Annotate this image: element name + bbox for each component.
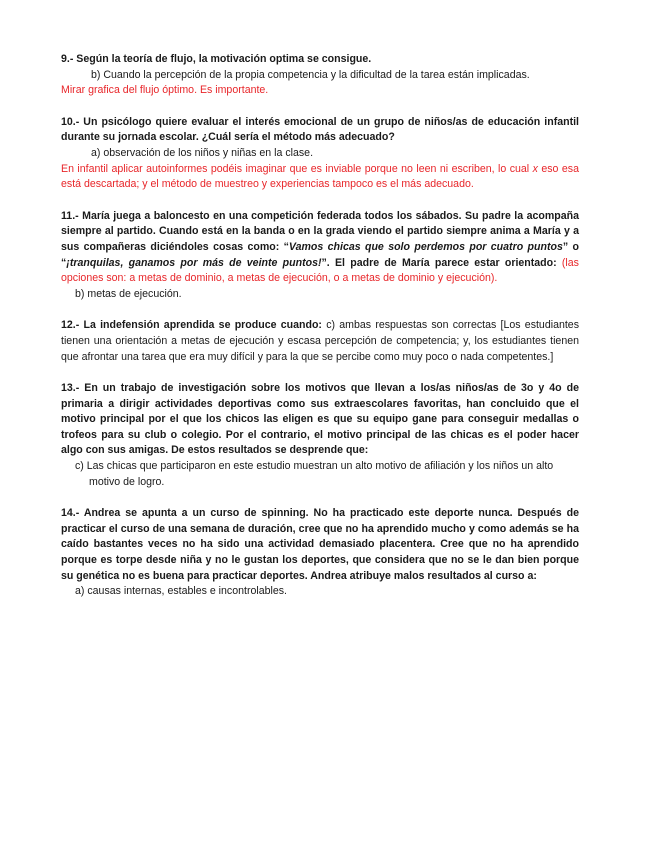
question-9-text: 9.- Según la teoría de flujo, la motivación optima se consigue. <box>61 53 372 65</box>
document-page <box>61 52 579 616</box>
question-14 <box>61 506 579 600</box>
question-10-text: 10.- Un psicólogo quiere evaluar el interés emocional de un grupo de niños/as de educación infantil durante su jornada escolar. ¿Cuál sería el método más adecuado? <box>61 115 579 144</box>
question-11-part1: 11.- María juega a baloncesto en una competición federada todos los sábados. Su padre la acompaña siempre al partido. Cuando está en la banda o en la grada viendo el partido siempre anima a María y a sus compañeras diciéndoles cosas como: “ <box>61 209 579 253</box>
question-9-note: Mirar grafica del flujo óptimo. Es importante. <box>61 84 269 97</box>
question-10-answer: a) observación de los niños y niñas en la clase. <box>91 146 314 159</box>
question-11-part2: ” o “ <box>61 240 579 269</box>
question-11-part3: ”. El padre de María parece estar orientado: <box>321 256 562 269</box>
question-11-options-note: (las opciones son: a metas de dominio, a metas de ejecución, o a metas de dominio y ejecución). <box>61 256 579 285</box>
question-12-text <box>61 318 579 365</box>
question-13-text: 13.- En un trabajo de investigación sobre los motivos que llevan a los/as niños/as de 3o y 4o de primaria a dirigir actividades deportivas como sus extraescolares favoritas, han concluido que el motivo principal por el que los chicos las eligen es que su equipo gane para conseguir medallas o trofeos para su club o colegio. Por el contrario, el motivo principal de las chicas es el poder hacer algo con sus amigas. De estos resultados se desprende que: <box>61 382 579 457</box>
question-14-text: 14.- Andrea se apunta a un curso de spinning. No ha practicado este deporte nunca. Después de practicar el curso de una semana de duración, cree que no ha aprendido mucho y como además se ha caído bastantes veces no ha sido una actividad demasiado placentera. Cree que no ha aprendido porque es torpe desde niña y no le gustan los deportes, que considera que no se le dan bien porque su genética no es buena para practicar deportes. Andrea atribuye malos resultados al curso a: <box>61 507 579 582</box>
question-11 <box>61 209 579 303</box>
question-9-answer: b) Cuando la percepción de la propia competencia y la dificultad de la tarea están implicadas. <box>91 68 530 81</box>
question-11-text <box>61 209 579 287</box>
question-10-note-part1: En infantil aplicar autoinformes podéis imaginar que es inviable porque no leen ni escriben, lo cual <box>61 162 530 175</box>
question-11-quote2: ¡tranquilas, ganamos por más de veinte puntos! <box>66 256 322 269</box>
question-12-question: 12.- La indefensión aprendida se produce cuando: <box>61 319 322 332</box>
question-10-note <box>61 162 579 193</box>
question-13-answer: c) Las chicas que participaron en este estudio muestran un alto motivo de afiliación y los niños un alto motivo de logro. <box>75 460 554 488</box>
question-10 <box>61 115 579 193</box>
question-9 <box>61 52 579 99</box>
question-11-answer: b) metas de ejecución. <box>75 287 182 300</box>
question-13 <box>61 381 579 490</box>
question-14-answer: a) causas internas, estables e incontrolables. <box>75 585 287 598</box>
question-12 <box>61 318 579 365</box>
question-11-quote1: Vamos chicas que solo perdemos por cuatro puntos <box>288 240 563 253</box>
question-10-note-x: x <box>532 162 538 175</box>
question-12-answer: c) ambas respuestas son correctas [Los estudiantes tienen una orientación a metas de ejecución y escasa percepción de competencia; y, los estudiantes tienen que afrontar una tarea que era muy difícil y para la que se percibe como muy poco o nada competentes.] <box>61 319 579 363</box>
question-10-note-part2: eso esa está descartada; y el método de muestreo y experiencias tampoco es el más adecuado. <box>61 162 579 191</box>
